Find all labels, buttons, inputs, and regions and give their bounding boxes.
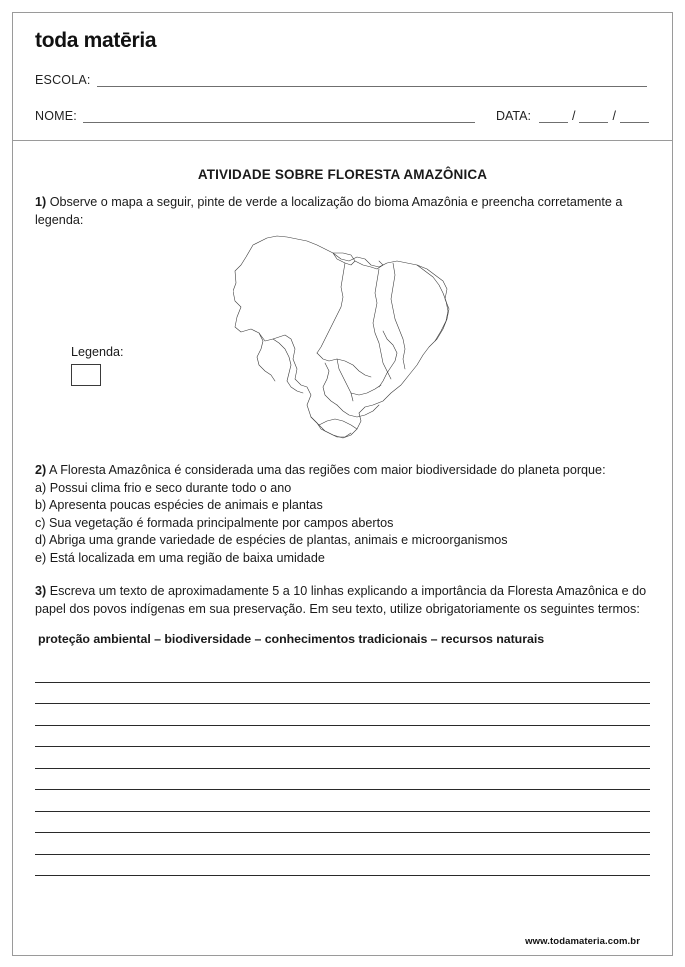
question-2-number: 2) — [35, 463, 47, 477]
question-2 — [35, 462, 650, 480]
escola-input-rule[interactable] — [97, 76, 647, 87]
question-2-option-e[interactable]: e) Está localizada em uma região de baixa umidade — [35, 550, 325, 565]
answer-line[interactable] — [35, 790, 650, 812]
data-slash-2: / — [612, 109, 616, 123]
escola-field[interactable] — [35, 73, 647, 87]
answer-line[interactable] — [35, 833, 650, 855]
nome-field[interactable] — [35, 109, 475, 123]
worksheet-body — [13, 167, 672, 876]
question-1-number: 1) — [35, 195, 47, 209]
data-year-blank[interactable] — [620, 112, 649, 123]
question-3 — [35, 583, 650, 618]
nome-label: NOME: — [35, 109, 77, 123]
question-2-option-b[interactable]: b) Apresenta poucas espécies de animais e plantas — [35, 498, 323, 512]
question-3-terms: proteção ambiental – biodiversidade – conhecimentos tradicionais – recursos naturais — [38, 632, 545, 646]
escola-label: ESCOLA: — [35, 73, 91, 87]
question-3-text: Escreva um texto de aproximadamente 5 a 10 linhas explicando a importância da Floresta Amazônica e do papel dos povos indígenas em sua preservação. Em seu texto, utilize obrigatoriamente os seguintes termos: — [35, 584, 647, 616]
answer-line[interactable] — [35, 812, 650, 834]
question-2-option-c[interactable]: c) Sua vegetação é formada principalmente por campos abertos — [35, 515, 394, 530]
worksheet-page — [12, 12, 673, 956]
data-label: DATA: — [496, 109, 531, 123]
data-month-blank[interactable] — [579, 112, 608, 123]
answer-line[interactable] — [35, 704, 650, 726]
answer-line[interactable] — [35, 726, 650, 748]
nome-input-rule[interactable] — [83, 112, 475, 123]
answer-line[interactable] — [35, 661, 650, 683]
answer-line[interactable] — [35, 855, 650, 877]
brazil-outline-map[interactable] — [233, 235, 483, 450]
question-3-number: 3) — [35, 584, 47, 598]
question-1-text: Observe o mapa a seguir, pinte de verde a localização do bioma Amazônia e preencha corretamente a legenda: — [35, 195, 623, 227]
answer-lines[interactable] — [35, 661, 650, 876]
question-1 — [35, 194, 650, 229]
legend-color-box[interactable] — [71, 364, 101, 386]
page-header — [13, 13, 672, 141]
question-1-map-area — [35, 235, 650, 450]
legend-label: Legenda: — [71, 345, 124, 359]
answer-line[interactable] — [35, 683, 650, 705]
question-2-option-a[interactable]: a) Possui clima frio e seco durante todo o ano — [35, 480, 292, 495]
question-2-text: A Floresta Amazônica é considerada uma das regiões com maior biodiversidade do planeta porque: — [49, 463, 606, 477]
question-2-option-d[interactable]: d) Abriga uma grande variedade de espécies de plantas, animais e microorganismos — [35, 533, 508, 547]
footer-url[interactable]: www.todamateria.com.br — [525, 936, 640, 947]
answer-line[interactable] — [35, 747, 650, 769]
data-slash-1: / — [571, 109, 576, 123]
data-day-blank[interactable] — [539, 112, 568, 123]
page-title: ATIVIDADE SOBRE FLORESTA AMAZÔNICA — [197, 167, 488, 182]
legend-group — [71, 345, 124, 386]
brand-logo: toda matēria — [35, 29, 157, 52]
data-field[interactable] — [496, 109, 651, 123]
answer-line[interactable] — [35, 769, 650, 791]
